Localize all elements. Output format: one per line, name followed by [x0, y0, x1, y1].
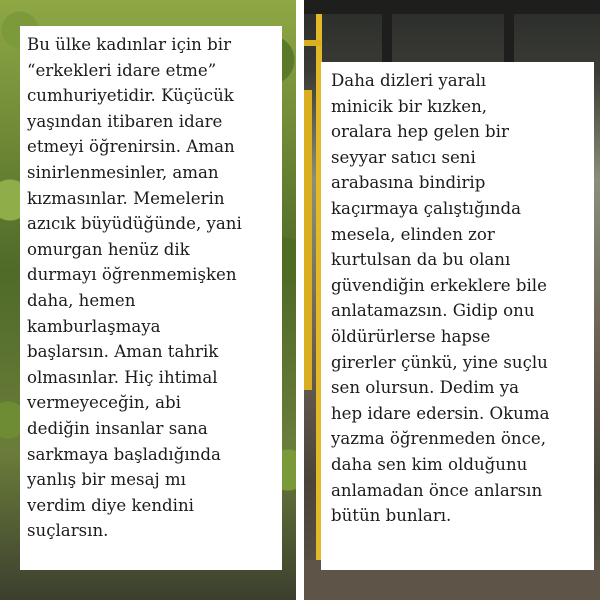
- text-line: daha, hemen: [27, 290, 136, 310]
- text-line: girerler çünkü, yine suçlu: [331, 352, 548, 372]
- text-line: sen olursun. Dedim ya: [331, 378, 519, 398]
- deck-post: [382, 0, 392, 62]
- text-line: omurgan henüz dik: [27, 239, 190, 259]
- text-line: verdim diye kendini: [27, 495, 194, 515]
- text-line: bütün bunları.: [331, 506, 452, 526]
- text-line: azıcık büyüdüğünde, yani: [27, 214, 242, 234]
- text-line: oralara hep gelen bir: [331, 122, 509, 142]
- right-quote-text: [331, 68, 588, 529]
- right-text-card: [321, 62, 594, 570]
- text-line: kızmasınlar. Memelerin: [27, 188, 225, 208]
- text-line: sarkmaya başladığında: [27, 444, 221, 464]
- text-line: dediğin insanlar sana: [27, 418, 208, 438]
- text-line: mesela, elinden zor: [331, 224, 495, 244]
- left-text-card: [20, 26, 282, 570]
- left-photo-background: [0, 0, 296, 600]
- text-line: suçlarsın.: [27, 521, 109, 541]
- text-line: seyyar satıcı seni: [331, 147, 476, 167]
- text-line: kamburlaşmaya: [27, 316, 161, 336]
- text-line: minicik bir kızken,: [331, 96, 488, 116]
- text-line: daha sen kim olduğunu: [331, 454, 528, 474]
- text-line: kurtulsan da bu olanı: [331, 250, 511, 270]
- text-line: “erkekleri idare etme”: [27, 60, 217, 80]
- text-line: Bu ülke kadınlar için bir: [27, 35, 232, 54]
- text-line: başlarsın. Aman tahrik: [27, 342, 219, 362]
- text-line: yaşından itibaren idare: [27, 111, 223, 131]
- text-line: vermeyeceğin, abi: [27, 393, 181, 413]
- stair-step: [304, 40, 321, 46]
- stair-rail: [304, 90, 312, 390]
- text-line: sinirlenmesinler, aman: [27, 162, 219, 182]
- deck-beam: [304, 0, 600, 14]
- text-line: anlatamazsın. Gidip onu: [331, 301, 535, 321]
- text-line: cumhuriyetidir. Küçücük: [27, 86, 234, 106]
- text-line: yazma öğrenmeden önce,: [331, 429, 546, 449]
- text-line: anlamadan önce anlarsın: [331, 480, 543, 500]
- text-line: durmayı öğrenmemişken: [27, 265, 237, 285]
- deck-post: [504, 0, 514, 62]
- text-line: etmeyi öğrenirsin. Aman: [27, 137, 235, 157]
- text-line: güvendiğin erkeklere bile: [331, 275, 547, 295]
- left-quote-text: [27, 32, 276, 544]
- text-line: yanlış bir mesaj mı: [27, 470, 186, 490]
- text-line: olmasınlar. Hiç ihtimal: [27, 367, 218, 387]
- text-line: kaçırmaya çalıştığında: [331, 198, 522, 218]
- text-line: öldürürlerse hapse: [331, 326, 491, 346]
- right-photo-background: [304, 0, 600, 600]
- text-line: Daha dizleri yaralı: [331, 71, 487, 90]
- text-line: hep idare edersin. Okuma: [331, 403, 550, 423]
- text-line: arabasına bindirip: [331, 173, 486, 193]
